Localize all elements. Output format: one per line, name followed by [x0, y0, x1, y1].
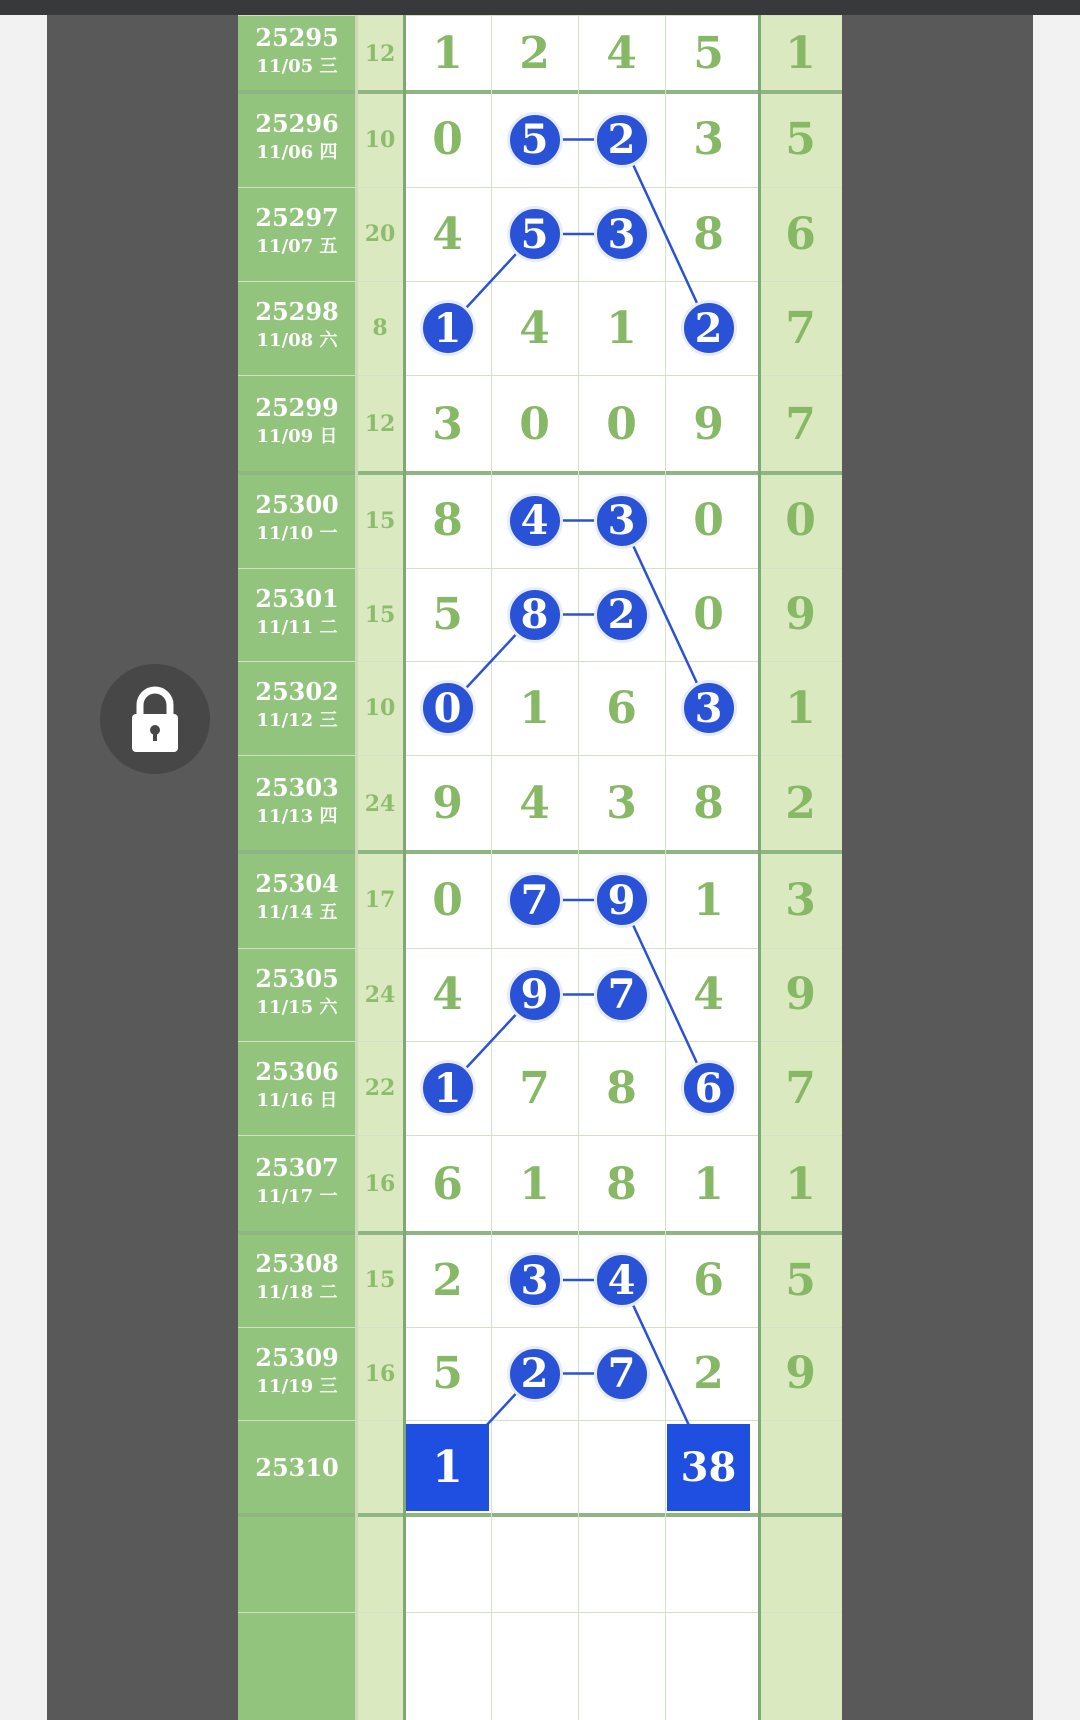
highlight-ball: 4 [594, 1252, 650, 1308]
issue-number: 25306 [255, 1057, 339, 1086]
highlight-ball: 6 [681, 1060, 737, 1116]
tail-value: 1 [785, 28, 816, 79]
issue-number: 25300 [255, 489, 339, 519]
issue-number: 25310 [255, 1452, 339, 1482]
issue-date: 11/18 二 [256, 1282, 338, 1303]
highlight-ball: 0 [420, 680, 476, 736]
digit-value: 8 [693, 778, 724, 829]
tail-value: 6 [785, 208, 816, 260]
digit-value: 4 [432, 969, 463, 1020]
issue-number: 25308 [255, 1249, 339, 1278]
issue-date: 11/11 二 [256, 616, 338, 638]
digit-value: 7 [519, 1062, 550, 1114]
highlight-ball: 2 [681, 300, 737, 356]
issue-date: 11/08 六 [256, 330, 338, 351]
digit-value: 1 [693, 1158, 724, 1210]
sum-value: 15 [364, 507, 396, 534]
issue-number: 25299 [255, 393, 339, 422]
issue-date: 11/14 五 [256, 902, 338, 923]
highlight-ball: 3 [594, 206, 650, 262]
highlight-ball: 2 [594, 112, 650, 168]
issue-date: 11/09 日 [256, 426, 338, 447]
sum-value: 10 [364, 695, 396, 721]
digit-value: 6 [693, 1254, 724, 1306]
digit-value: 2 [693, 1348, 724, 1399]
tail-value: 7 [785, 302, 816, 354]
issue-number: 25302 [255, 677, 339, 706]
issue-number: 25298 [255, 297, 339, 326]
issue-number: 25303 [255, 772, 339, 802]
digit-value: 0 [432, 874, 463, 926]
issue-number: 25297 [255, 203, 339, 232]
prediction-box: 1 [406, 1424, 489, 1511]
issue-number: 25295 [255, 22, 339, 52]
sum-value: 20 [364, 221, 396, 247]
sum-value: 15 [364, 1267, 396, 1293]
issue-date: 11/10 一 [256, 522, 338, 544]
digit-value: 1 [693, 874, 724, 926]
tail-value: 9 [785, 589, 816, 640]
highlight-ball: 5 [507, 112, 563, 168]
issue-date: 11/19 三 [256, 1375, 338, 1397]
issue-date: 11/12 三 [256, 710, 338, 731]
sum-value: 17 [364, 887, 396, 913]
highlight-ball: 2 [594, 587, 650, 643]
digit-value: 3 [606, 778, 637, 829]
prediction-box: 38 [667, 1424, 750, 1511]
digit-value: 4 [519, 778, 550, 829]
highlight-ball: 7 [507, 872, 563, 928]
highlight-ball: 4 [507, 493, 563, 549]
digit-value: 1 [519, 1158, 550, 1210]
digit-value: 1 [519, 682, 550, 734]
issue-number: 25309 [255, 1342, 339, 1372]
tail-value: 1 [785, 1158, 816, 1210]
digit-value: 0 [693, 589, 724, 640]
digit-value: 2 [519, 28, 550, 79]
sum-value: 22 [364, 1075, 396, 1101]
highlight-ball: 7 [594, 967, 650, 1023]
highlight-ball: 9 [594, 872, 650, 928]
digit-value: 4 [432, 208, 463, 260]
digit-value: 8 [606, 1158, 637, 1210]
highlight-ball: 2 [507, 1346, 563, 1402]
digit-value: 2 [432, 1254, 463, 1306]
digit-value: 0 [519, 398, 550, 450]
tail-value: 1 [785, 682, 816, 734]
digit-value: 5 [693, 28, 724, 79]
issue-date: 11/07 五 [256, 236, 338, 257]
tail-value: 7 [785, 1062, 816, 1114]
sum-value: 15 [364, 601, 396, 628]
digit-value: 9 [693, 398, 724, 450]
highlight-ball: 1 [420, 1060, 476, 1116]
sum-value: 16 [364, 1171, 396, 1197]
digit-value: 8 [606, 1062, 637, 1114]
sum-value: 24 [364, 981, 396, 1008]
sum-value: 12 [364, 40, 396, 67]
tail-value: 3 [785, 874, 816, 926]
tail-value: 2 [785, 778, 816, 829]
digit-value: 0 [432, 114, 463, 165]
tail-value: 0 [785, 495, 816, 546]
digit-value: 1 [606, 302, 637, 354]
issue-number: 25301 [255, 583, 339, 613]
right-margin [1033, 15, 1080, 1720]
issue-number: 25307 [255, 1153, 339, 1182]
tail-value: 7 [785, 398, 816, 450]
highlight-ball: 5 [507, 206, 563, 262]
highlight-ball: 3 [681, 680, 737, 736]
digit-value: 5 [432, 589, 463, 640]
issue-date: 11/16 日 [256, 1090, 338, 1111]
issue-date: 11/06 四 [256, 141, 338, 163]
issue-date: 11/13 四 [256, 805, 338, 827]
digit-value: 0 [693, 495, 724, 546]
digit-value: 3 [693, 114, 724, 165]
highlight-ball: 1 [420, 300, 476, 356]
trend-chart [238, 0, 842, 1720]
highlight-ball: 3 [507, 1252, 563, 1308]
highlight-ball: 9 [507, 967, 563, 1023]
highlight-ball: 8 [507, 587, 563, 643]
tail-value: 5 [785, 1254, 816, 1306]
highlight-ball: 3 [594, 493, 650, 549]
sum-value: 16 [364, 1360, 396, 1387]
digit-value: 3 [432, 398, 463, 450]
sum-value: 12 [364, 411, 396, 437]
digit-value: 4 [606, 28, 637, 79]
digit-value: 1 [432, 28, 463, 79]
issue-date: 11/15 六 [256, 996, 338, 1018]
digit-value: 4 [693, 969, 724, 1020]
digit-value: 8 [432, 495, 463, 546]
sum-value: 24 [364, 790, 396, 817]
digit-value: 6 [606, 682, 637, 734]
sum-value: 8 [372, 315, 388, 341]
highlight-ball: 7 [594, 1346, 650, 1402]
tail-value: 9 [785, 969, 816, 1020]
digit-value: 8 [693, 208, 724, 260]
digit-value: 4 [519, 302, 550, 354]
lock-icon [100, 664, 210, 774]
sum-value: 10 [364, 126, 396, 153]
issue-number: 25305 [255, 963, 339, 993]
lock-button[interactable] [100, 664, 210, 774]
issue-date: 11/17 一 [256, 1186, 338, 1207]
digit-value: 0 [606, 398, 637, 450]
digit-value: 5 [432, 1348, 463, 1399]
issue-number: 25304 [255, 869, 339, 898]
issue-number: 25296 [255, 108, 339, 138]
tail-value: 9 [785, 1348, 816, 1399]
digit-value: 6 [432, 1158, 463, 1210]
digit-value: 9 [432, 778, 463, 829]
tail-value: 5 [785, 114, 816, 165]
issue-date: 11/05 三 [256, 55, 338, 77]
